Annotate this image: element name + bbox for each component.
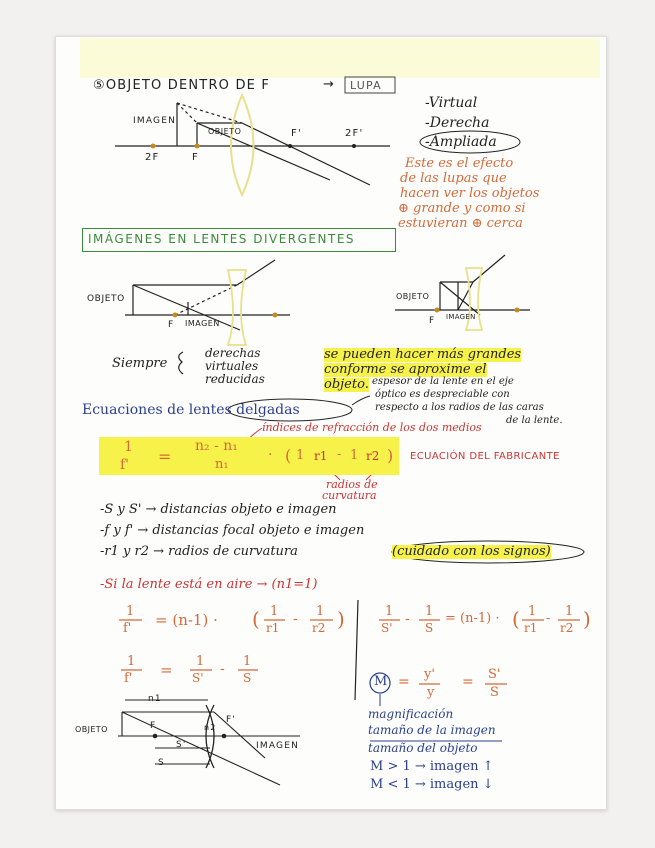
div-right-imagen: IMAGEN: [446, 313, 476, 321]
lupa-note-4: ⊕ grande y como si: [398, 201, 526, 216]
radios-note-2: curvatura: [322, 489, 377, 502]
siempre-item-2: virtuales: [205, 359, 259, 373]
diag-n2: n2: [204, 723, 217, 732]
eq3-n1: 1: [127, 654, 136, 669]
rule-greater: M > 1 → imagen ↑: [370, 759, 494, 774]
fabricante-label: ECUACIÓN DEL FABRICANTE: [410, 451, 560, 462]
diag-n1: n1: [148, 694, 162, 704]
label-2f-prime: 2F': [345, 128, 364, 139]
side-note-1: espesor de la lente en el eje: [372, 376, 514, 387]
magnif-note-1: magnificación: [368, 707, 454, 721]
formula-r2: r2: [366, 449, 380, 463]
eq2-d3: r1: [524, 621, 538, 635]
magnif-d2: S: [490, 685, 499, 700]
div-note-1: se pueden hacer más grandes: [324, 347, 522, 362]
eq3-eq: =: [160, 661, 173, 679]
lupa-note-2: de las lupas que: [400, 171, 507, 186]
siempre-item-1: derechas: [205, 346, 261, 360]
magnif-eq1: =: [398, 674, 410, 690]
eq-lines: [119, 620, 580, 684]
lupa-note-3: hacen ver los objetos: [400, 186, 540, 201]
diag-f: F: [150, 721, 157, 731]
side-note-2: óptico es despreciable con: [375, 389, 510, 400]
eq3-d2: S': [192, 671, 204, 685]
lupa-tag: LUPA: [350, 79, 382, 92]
eq2-n3: 1: [528, 604, 537, 619]
eq1-minus: -: [293, 611, 298, 627]
eq1-d1: f': [123, 621, 132, 636]
siempre-brace: [179, 352, 183, 374]
side-note-3: respecto a los radios de las caras: [375, 402, 544, 413]
eq1-n1: 1: [126, 604, 135, 619]
prop-virtual: -Virtual: [425, 95, 478, 111]
formula-frac-den: n₁: [215, 457, 229, 472]
diag-objeto: OBJETO: [75, 725, 108, 734]
formula-paren-right: ): [387, 446, 394, 465]
eq2-mid: = (n-1) ·: [445, 611, 500, 626]
side-note-arrow: [352, 396, 370, 405]
magnif-d1: y: [427, 685, 435, 700]
eq1-n2: 1: [270, 604, 279, 619]
eq2-minus2: -: [546, 611, 551, 626]
divergente-left-diagram: [125, 260, 290, 345]
indices-note: índices de refracción de los dos medios: [262, 421, 482, 434]
eq2-n2: 1: [425, 604, 434, 619]
siempre-label: Siempre: [112, 356, 168, 371]
eq2-n1: 1: [385, 604, 394, 619]
prop-ampliada: -Ampliada: [425, 134, 497, 150]
eq3-n2: 1: [196, 654, 205, 669]
radios-note-1: radios de: [326, 478, 378, 491]
side-note-4: de la lente.: [506, 415, 563, 426]
def-s: -S y S' → distancias objeto e imagen: [100, 502, 337, 517]
label-f: F: [192, 152, 199, 163]
formula-dot: ·: [268, 447, 273, 463]
div-left-f: F: [168, 320, 175, 330]
eq3-d3: S: [243, 671, 252, 685]
div-left-objeto: OBJETO: [87, 294, 125, 304]
eq2-d4: r2: [560, 621, 574, 635]
eq1-n3: 1: [316, 604, 325, 619]
label-2f: 2F: [145, 152, 160, 163]
formula-lhs-den: f': [120, 457, 130, 473]
magnif-n1: y': [424, 667, 435, 682]
formula-lhs-num: 1: [124, 439, 133, 455]
div-left-imagen: IMAGEN: [185, 319, 220, 328]
lupa-note-5: estuvieran ⊕ cerca: [398, 216, 523, 231]
diag-imagen: IMAGEN: [256, 741, 300, 751]
def-r: -r1 y r2 → radios de curvatura: [100, 544, 298, 559]
formula-paren-left: (: [285, 446, 292, 465]
magnif-note-3: tamaño del objeto: [368, 741, 478, 755]
eq2-d1: S': [381, 621, 393, 635]
diag-f-prime: F': [226, 715, 237, 725]
def-f: -f y f' → distancias focal objeto e imagen: [100, 523, 365, 538]
divergentes-title: IMÁGENES EN LENTES DIVERGENTES: [88, 232, 356, 246]
rule-less: M < 1 → imagen ↓: [370, 777, 494, 792]
diag-s: S: [158, 758, 165, 768]
formula-one-b: 1: [350, 448, 359, 463]
magnif-note-2: tamaño de la imagen: [368, 723, 496, 737]
def-cuidado: (cuidado con los signos): [392, 544, 551, 559]
magnif-eq2: =: [462, 674, 474, 690]
div-right-objeto: OBJETO: [396, 292, 430, 301]
eq2-d2: S: [425, 621, 434, 635]
div-note-3: objeto.: [324, 377, 369, 392]
formula-r1: r1: [314, 449, 328, 463]
formula-frac-num: n₂ - n₁: [195, 438, 238, 454]
eq1-d3: r2: [312, 621, 326, 635]
eq2-n4: 1: [565, 604, 574, 619]
div-note-2: conforme se aproxime el: [324, 362, 487, 377]
label-imagen: IMAGEN: [133, 116, 177, 126]
eq1-pb: ): [337, 607, 345, 631]
eq2-pa: (: [512, 607, 520, 631]
lupa-title: ⑤OBJETO DENTRO DE F: [93, 78, 271, 93]
lupa-arrow: →: [323, 77, 336, 92]
eq3-d1: f': [124, 671, 133, 686]
eq2-pb: ): [583, 607, 591, 631]
separator: [355, 600, 358, 700]
lupa-diagram: [115, 95, 390, 195]
aire-line: -Si la lente está en aire → (n1=1): [100, 577, 318, 592]
magnif-m: M: [374, 674, 388, 689]
ecuaciones-title: Ecuaciones de lentes delgadas: [82, 402, 300, 418]
formula-one-a: 1: [296, 448, 305, 463]
eq3-minus: -: [220, 661, 225, 677]
eq1-mid: = (n-1) ·: [155, 611, 218, 629]
eq1-pa: (: [252, 607, 260, 631]
magnif-n2: S': [488, 667, 501, 682]
siempre-item-3: reducidas: [205, 372, 265, 386]
eq1-d2: r1: [266, 621, 280, 635]
label-objeto: OBJETO: [208, 127, 242, 136]
lupa-note-1: Este es el efecto: [405, 156, 514, 171]
eq2-minus1: -: [405, 611, 410, 627]
formula-minus: -: [337, 447, 342, 462]
diag-s-prime: S': [176, 740, 187, 750]
label-f-prime: F': [291, 128, 302, 139]
eq3-n3: 1: [243, 654, 252, 669]
div-right-f: F: [429, 316, 436, 326]
formula-eq: =: [158, 447, 172, 466]
prop-derecha: -Derecha: [425, 115, 490, 131]
